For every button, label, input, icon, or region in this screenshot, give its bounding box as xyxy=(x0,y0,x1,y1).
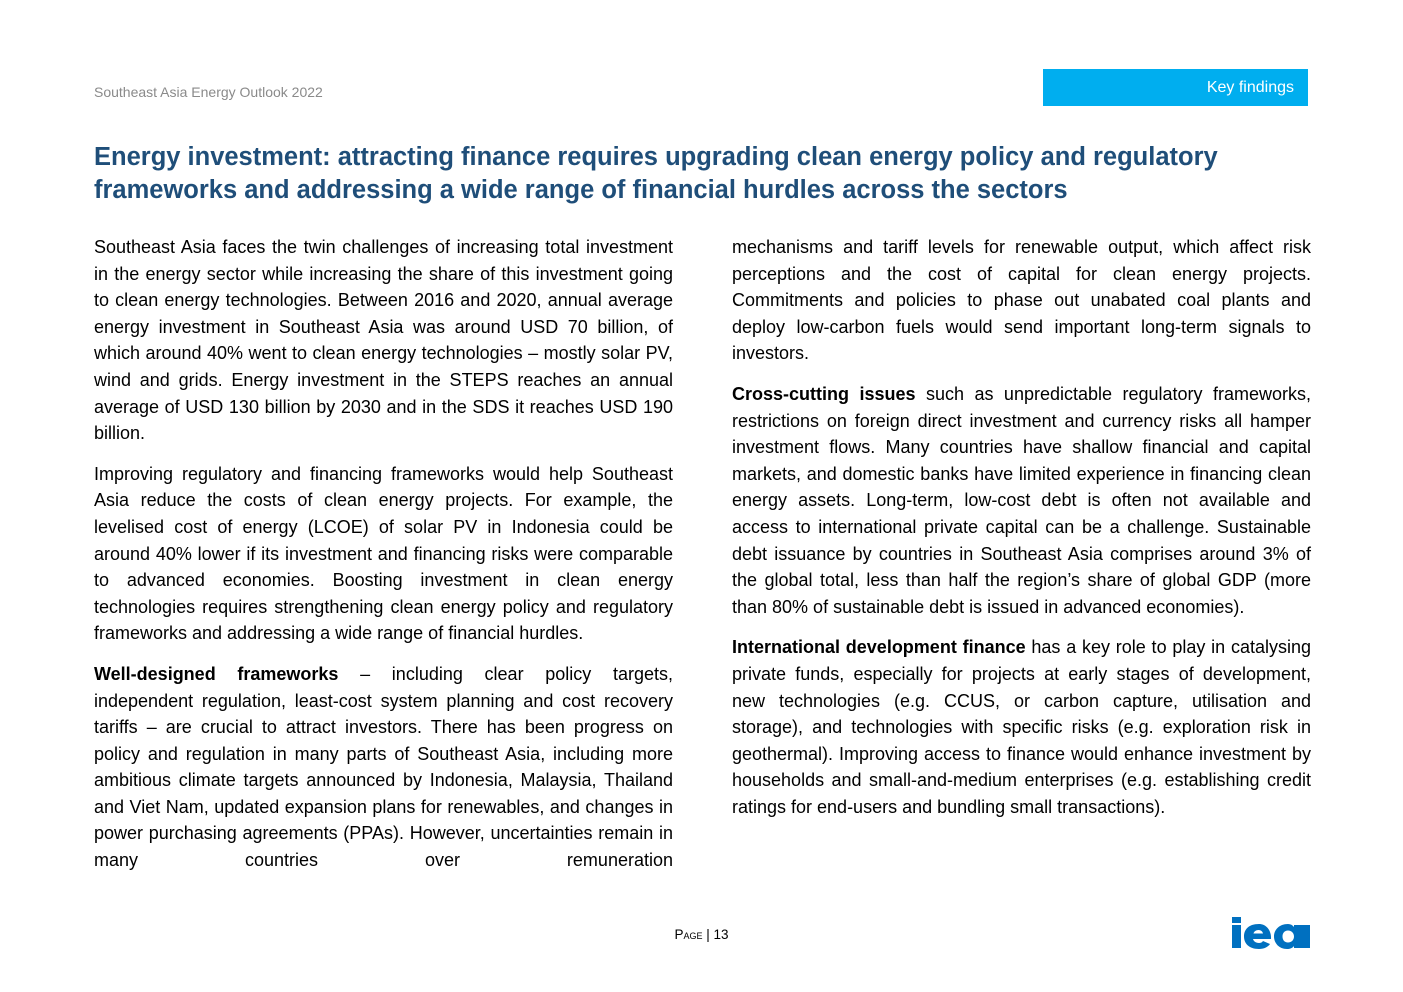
lead-cross-cutting-issues: Cross-cutting issues xyxy=(732,383,916,404)
paragraph-regulatory-frameworks: Improving regulatory and financing frameworks would help Southeast Asia reduce the costs of clean energy projects. For example, the levelised cost of energy (LCOE) of solar PV in Indonesia could be around 40% lower if its investment and financing risks were comparable to advanced economies. Boosting investment in clean energy technologies requires strengthening clean energy policy and regulatory frameworks and addressing a wide range of financial hurdles. xyxy=(94,463,673,644)
page-label: Page xyxy=(674,927,703,942)
iea-logo-icon xyxy=(1232,915,1310,950)
paragraph-text: – including clear policy targets, independent regulation, least-cost system planning and cost recovery tariffs – are crucial to attract investors. There has been progress on policy and regulation in many parts of Southeast Asia, including more ambitious climate targets announced by Indonesia, Malaysia, Thailand and Viet Nam, updated expansion plans for renewables, and changes in power purchasing agreements (PPAs). However, uncertainties remain in many countries over remuneration xyxy=(94,663,673,871)
right-column xyxy=(732,234,1311,834)
page-footer xyxy=(0,927,1403,942)
page-separator: | xyxy=(706,927,710,942)
section-tab-key-findings: Key findings xyxy=(1043,69,1308,106)
paragraph-text: has a key role to play in catalysing private funds, especially for projects at early stages of development, new technologies (e.g. CCUS, or carbon capture, utilisation and storage), and technologies with specific risks (e.g. exploration risk in geothermal). Improving access to finance would enhance investment by households and small-and-medium enterprises (e.g. establishing credit ratings for end-users and bundling small transactions). xyxy=(732,637,1311,817)
paragraph-international-development-finance xyxy=(732,634,1311,820)
lead-international-development-finance: International development finance xyxy=(732,637,1026,658)
paragraph-well-designed-frameworks xyxy=(94,661,673,874)
lead-well-designed-frameworks: Well-designed frameworks xyxy=(94,663,339,684)
left-column xyxy=(94,234,673,874)
paragraph-continued: mechanisms and tariff levels for renewable output, which affect risk perceptions and the cost of capital for clean energy projects. Commitments and policies to phase out unabated coal plants and deploy low-carbon fuels would send important long-term signals to investors. xyxy=(732,237,1311,364)
page-title: Energy investment: attracting finance requires upgrading clean energy policy and regulatory frameworks and addressing a wide range of financial hurdles across the sectors xyxy=(94,143,1218,204)
report-title: Southeast Asia Energy Outlook 2022 xyxy=(94,84,323,100)
page-number: 13 xyxy=(713,927,729,942)
paragraph-cross-cutting-issues xyxy=(732,381,1311,620)
paragraph-text: such as unpredictable regulatory frameworks, restrictions on foreign direct investment and currency risks all hamper investment flows. Many countries have shallow financial and capital markets, and domestic banks have limited experience in financing clean energy assets. Long-term, low-cost debt is often not available and access to international private capital can be a challenge. Sustainable debt issuance by countries in Southeast Asia comprises around 3% of the global total, less than half the region’s share of global GDP (more than 80% of sustainable debt is issued in advanced economies). xyxy=(732,383,1311,617)
paragraph-investment-overview: Southeast Asia faces the twin challenges of increasing total investment in the energy sector while increasing the share of this investment going to clean energy technologies. Between 2016 and 2020, annual average energy investment in Southeast Asia was around USD 70 billion, of which around 40% went to clean energy technologies – mostly solar PV, wind and grids. Energy investment in the STEPS reaches an annual average of USD 130 billion by 2030 and in the SDS it reaches USD 190 billion. xyxy=(94,237,673,444)
